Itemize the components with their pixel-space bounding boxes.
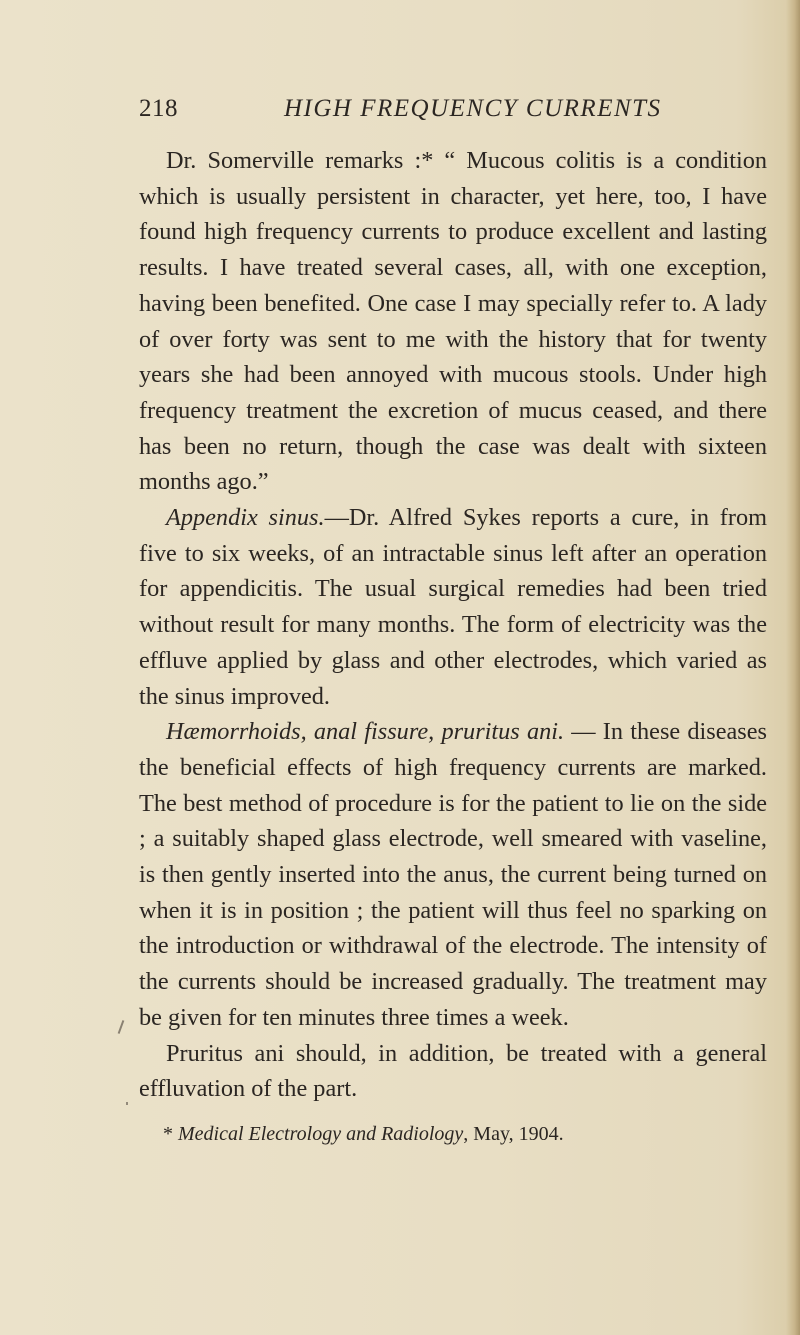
- page-number: 218: [139, 95, 178, 122]
- paragraph-haemorrhoids: [139, 714, 767, 1035]
- footnote: [163, 1120, 763, 1148]
- paragraph-text: — In these diseases the beneficial effects of high frequency currents are marked. The best method of procedure is for the patient to lie on the side ; a suitably shaped glass electrode, well smeared with vaseline, is then gently inserted into the anus, the current being turned on when it is in position ; the patient will thus feel no sparking on the introduction or withdrawal of the electrode. The intensity of the currents should be increased gradually. The treatment may be given for ten minutes three times a week.: [139, 718, 768, 1031]
- footnote-source-detail: , May, 1904.: [463, 1123, 564, 1145]
- running-head: [139, 93, 662, 125]
- page-edge-shading: [786, 0, 800, 1335]
- paragraph-text: Pruritus ani should, in addition, be treated with a general effluvation of the part.: [139, 1039, 767, 1103]
- stray-ink-dot: [126, 1102, 128, 1105]
- paragraph-lead: Hæmorrhoids, anal fissure, pruritus ani.: [166, 718, 565, 746]
- footnote-source-title: Medical Electrology and Radiology: [178, 1123, 464, 1145]
- paragraph-text: Dr. Somerville remarks :* “ Mucous colitis is a condition which is usually persistent in character, yet here, too, I have found high frequency currents to produce excellent and lasting results. I have treated several cases, all, with one exception, having been benefited. One case I may specially refer to. A lady of over forty was sent to me with the history that for twenty years she had been annoyed with mucous stools. Under high frequency treatment the excretion of mucus ceased, and there has been no return, though the case was dealt with sixteen months ago.”: [139, 147, 767, 496]
- running-head-title: HIGH FREQUENCY CURRENTS: [284, 95, 662, 122]
- paragraph-pruritus: [139, 1036, 767, 1107]
- footnote-marker: *: [163, 1123, 173, 1145]
- stray-ink-mark: [118, 1020, 125, 1034]
- paragraph-somerville: [139, 143, 767, 500]
- body-text: [139, 143, 767, 1107]
- paragraph-lead: Appendix sinus.: [166, 504, 325, 532]
- paragraph-appendix-sinus: [139, 500, 767, 714]
- paragraph-text: —Dr. Alfred Sykes reports a cure, in from five to six weeks, of an intractable sinus left after an operation for appendicitis. The usual surgical remedies had been tried without result for many months. The form of electricity was the effluve applied by glass and other electrodes, which varied as the sinus improved.: [139, 504, 767, 710]
